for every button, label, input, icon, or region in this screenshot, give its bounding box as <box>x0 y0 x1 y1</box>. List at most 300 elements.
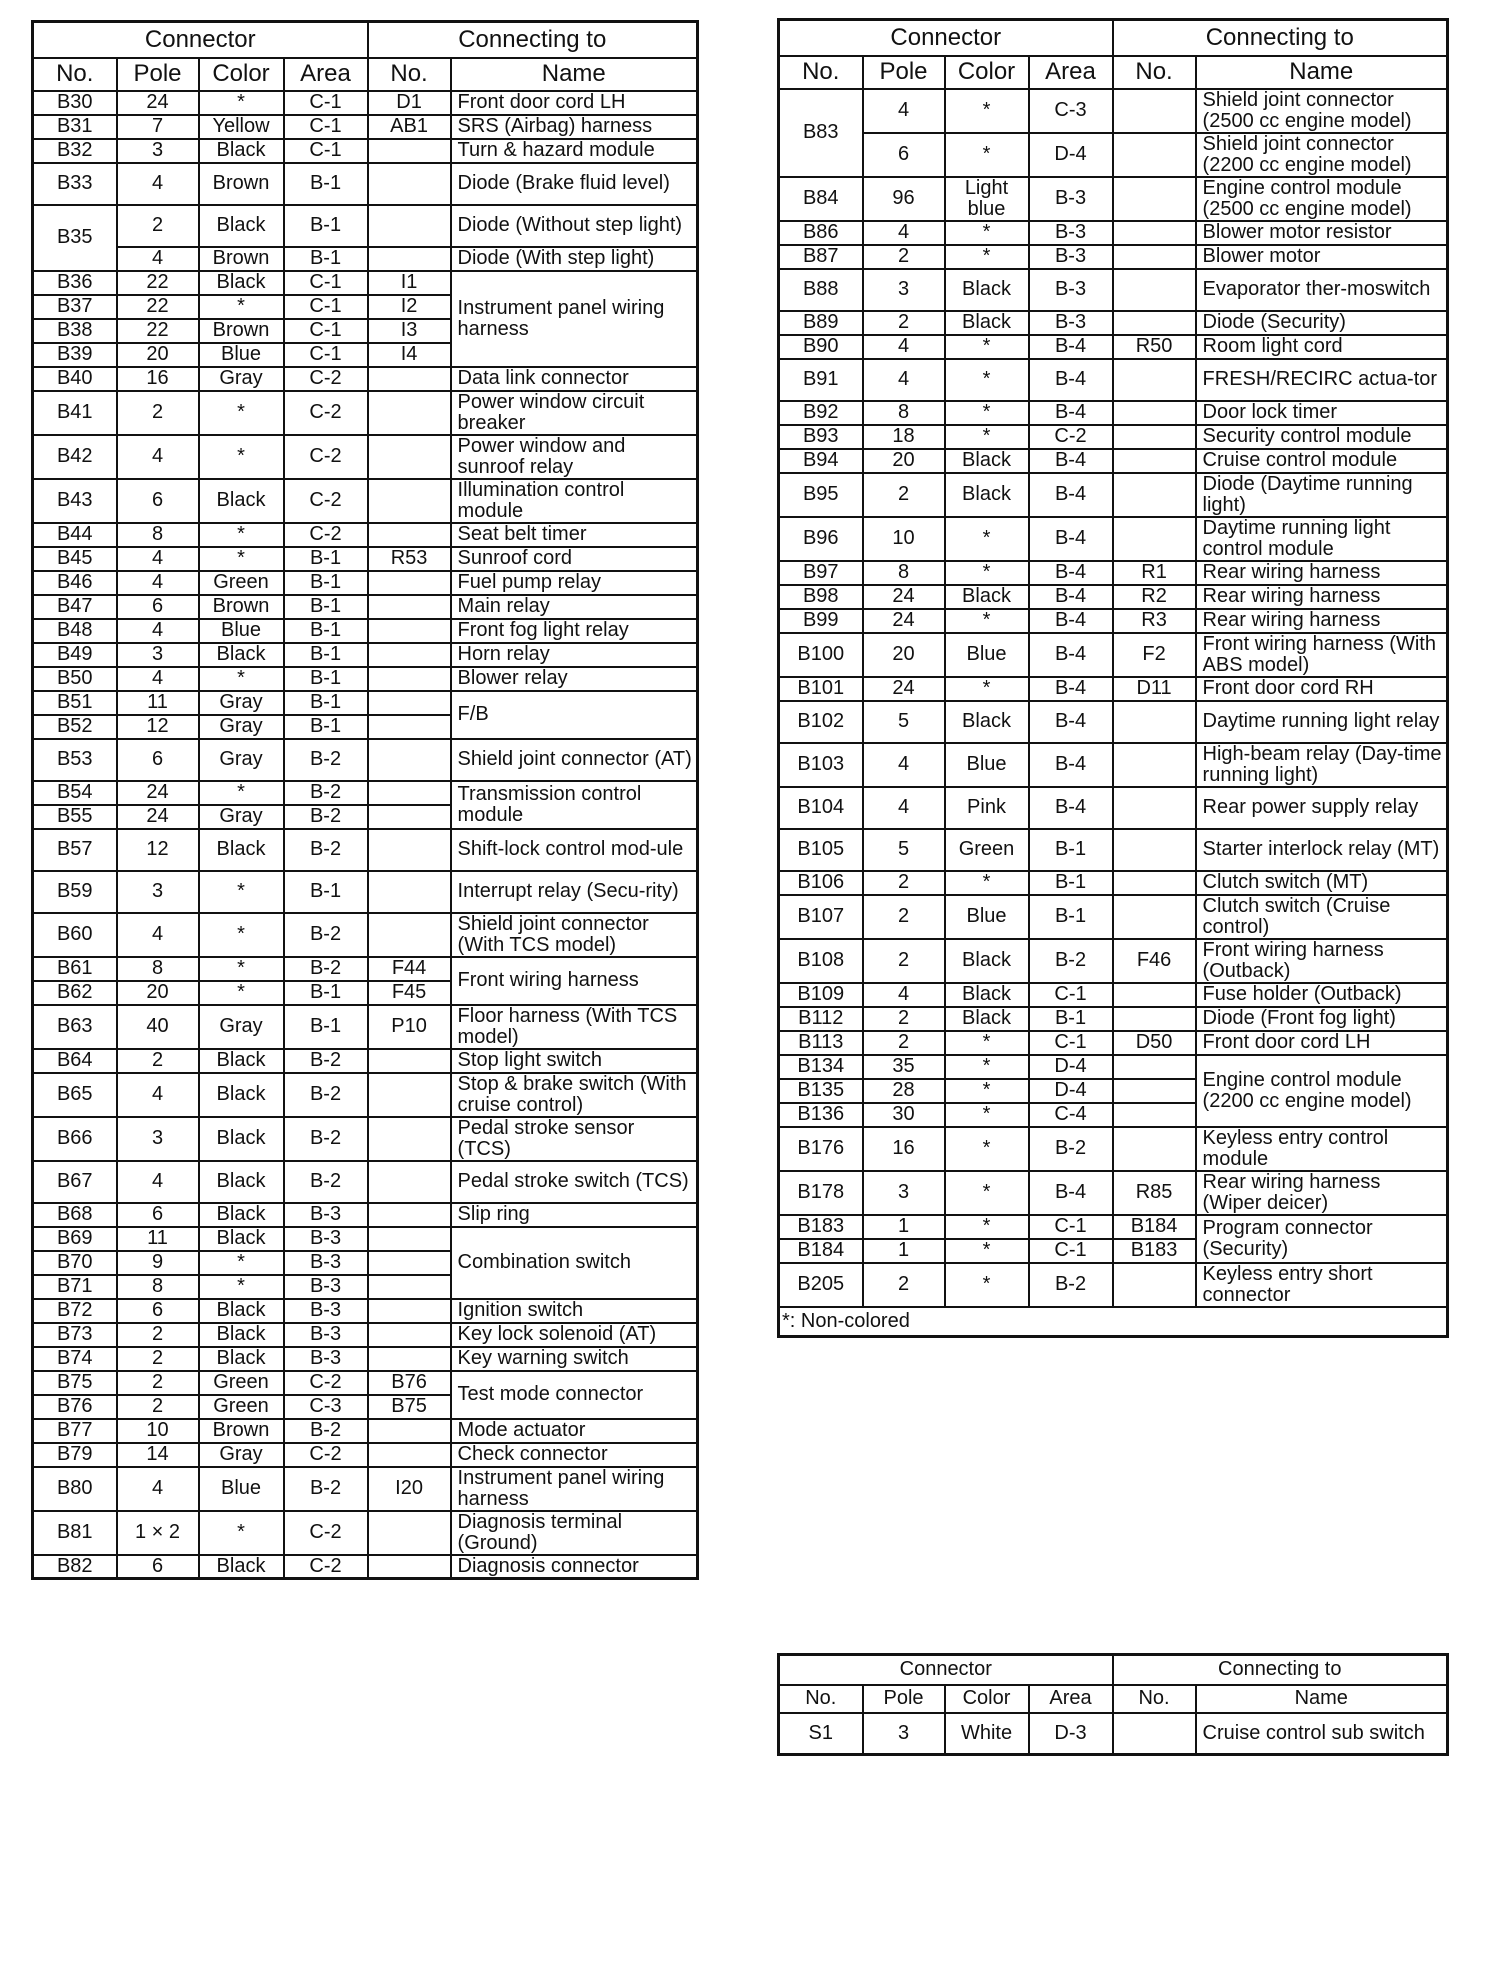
cell-area: B-2 <box>284 913 368 957</box>
cell-pole: 16 <box>117 367 199 391</box>
cell-no: B97 <box>779 561 863 585</box>
footnote: *: Non-colored <box>779 1307 1448 1337</box>
cell-name: Shield joint connector (AT) <box>451 739 698 781</box>
table-row <box>33 205 698 247</box>
cell-pole: 24 <box>117 805 199 829</box>
table-row <box>33 247 698 271</box>
connecting-to-group-header: Connecting to <box>1113 1655 1448 1685</box>
cell-color: Brown <box>199 163 284 205</box>
cell-pole: 2 <box>117 1395 199 1419</box>
cell-no: B80 <box>33 1467 117 1511</box>
cell-to: D11 <box>1113 677 1196 701</box>
cell-name: Front wiring harness (With ABS model) <box>1196 633 1448 677</box>
cell-no: B75 <box>33 1371 117 1395</box>
cell-color: * <box>199 547 284 571</box>
table-row <box>779 829 1448 871</box>
cell-to: I20 <box>368 1467 451 1511</box>
cell-name: Turn & hazard module <box>451 139 698 163</box>
cell-to <box>368 739 451 781</box>
table-row <box>33 667 698 691</box>
cell-color: * <box>945 609 1029 633</box>
table-row <box>33 691 698 715</box>
cell-pole: 5 <box>863 829 945 871</box>
cell-to <box>368 1203 451 1227</box>
cell-pole: 20 <box>863 449 945 473</box>
cell-area: C-2 <box>284 435 368 479</box>
cell-no: B91 <box>779 359 863 401</box>
cell-to: F46 <box>1113 939 1196 983</box>
cell-pole: 3 <box>117 139 199 163</box>
cell-name: Rear wiring harness <box>1196 585 1448 609</box>
area-header: Area <box>284 58 368 91</box>
cell-to <box>368 391 451 435</box>
table-row <box>33 523 698 547</box>
cell-name: Instrument panel wiring harness <box>451 1467 698 1511</box>
cell-to: D50 <box>1113 1031 1196 1055</box>
cell-to <box>368 1555 451 1579</box>
cell-name: Diode (Daytime running light) <box>1196 473 1448 517</box>
cell-area: B-4 <box>1029 633 1113 677</box>
table-row <box>33 1227 698 1251</box>
cell-to: R3 <box>1113 609 1196 633</box>
cell-name: Clutch switch (Cruise control) <box>1196 895 1448 939</box>
cell-no: B94 <box>779 449 863 473</box>
cell-color: Black <box>199 1049 284 1073</box>
cell-pole: 2 <box>863 895 945 939</box>
cell-no: B67 <box>33 1161 117 1203</box>
cell-pole: 6 <box>117 1203 199 1227</box>
table-row <box>779 1055 1448 1079</box>
cell-area: C-3 <box>1029 89 1113 133</box>
cell-color: * <box>945 133 1029 177</box>
cell-area: C-1 <box>1029 983 1113 1007</box>
cell-no: B136 <box>779 1103 863 1127</box>
cell-no: B33 <box>33 163 117 205</box>
cell-pole: 6 <box>117 1299 199 1323</box>
cell-color: * <box>199 295 284 319</box>
to-no-header: No. <box>1113 1685 1196 1713</box>
cell-name: Rear power supply relay <box>1196 787 1448 829</box>
cell-pole: 4 <box>117 619 199 643</box>
cell-no: B43 <box>33 479 117 523</box>
cell-color: Black <box>945 449 1029 473</box>
cell-to <box>368 1251 451 1275</box>
cell-to: I3 <box>368 319 451 343</box>
cell-area: B-1 <box>284 547 368 571</box>
cell-area: B-3 <box>1029 221 1113 245</box>
cell-no: B105 <box>779 829 863 871</box>
cell-name: F/B <box>451 691 698 739</box>
cell-to: AB1 <box>368 115 451 139</box>
cell-to <box>368 829 451 871</box>
cell-to <box>368 619 451 643</box>
cell-area: C-2 <box>284 523 368 547</box>
cell-to <box>1113 1103 1196 1127</box>
cell-color: Blue <box>199 1467 284 1511</box>
cell-no: B72 <box>33 1299 117 1323</box>
table-row <box>33 1467 698 1511</box>
cell-no: B92 <box>779 401 863 425</box>
cell-no: B74 <box>33 1347 117 1371</box>
cell-to <box>368 1227 451 1251</box>
cell-color: * <box>199 391 284 435</box>
cell-area: B-1 <box>284 247 368 271</box>
cell-no: B60 <box>33 913 117 957</box>
table-row <box>33 781 698 805</box>
cell-color: Gray <box>199 1443 284 1467</box>
cell-color: * <box>945 1215 1029 1239</box>
table-row <box>33 1073 698 1117</box>
cell-color: * <box>945 1031 1029 1055</box>
color-header: Color <box>199 58 284 91</box>
cell-pole: 9 <box>117 1251 199 1275</box>
cell-to <box>368 1275 451 1299</box>
cell-color: Gray <box>199 691 284 715</box>
cell-to <box>1113 89 1196 133</box>
cell-color: Black <box>199 1299 284 1323</box>
cell-name: Diode (With step light) <box>451 247 698 271</box>
cell-area: B-4 <box>1029 359 1113 401</box>
cell-pole: 8 <box>117 1275 199 1299</box>
cell-pole: 11 <box>117 1227 199 1251</box>
name-header: Name <box>1196 1685 1448 1713</box>
cell-color: * <box>945 245 1029 269</box>
table-row <box>33 1323 698 1347</box>
cell-pole: 20 <box>117 343 199 367</box>
cell-area: B-1 <box>284 619 368 643</box>
cell-color: Black <box>199 1203 284 1227</box>
cell-to: R2 <box>1113 585 1196 609</box>
table-row <box>33 619 698 643</box>
cell-name: Rear wiring harness (Wiper deicer) <box>1196 1171 1448 1215</box>
cell-to <box>1113 787 1196 829</box>
cell-area: B-2 <box>284 957 368 981</box>
cell-no: B79 <box>33 1443 117 1467</box>
cell-no: B50 <box>33 667 117 691</box>
cell-to <box>368 205 451 247</box>
cell-area: B-3 <box>284 1347 368 1371</box>
cell-color: * <box>945 1263 1029 1307</box>
cell-no: B100 <box>779 633 863 677</box>
cell-no: B46 <box>33 571 117 595</box>
cell-to <box>368 643 451 667</box>
cell-name: Stop & brake switch (With cruise control) <box>451 1073 698 1117</box>
cell-no: B69 <box>33 1227 117 1251</box>
table-row <box>779 359 1448 401</box>
cell-area: C-1 <box>284 139 368 163</box>
cell-to <box>1113 1713 1196 1755</box>
connector-group-header: Connector <box>779 1655 1113 1685</box>
cell-pole: 4 <box>863 359 945 401</box>
connector-group-header: Connector <box>33 22 368 58</box>
cell-pole: 16 <box>863 1127 945 1171</box>
table-row <box>33 957 698 981</box>
cell-to <box>1113 895 1196 939</box>
cell-pole: 10 <box>863 517 945 561</box>
cell-name: Front door cord LH <box>1196 1031 1448 1055</box>
cell-pole: 2 <box>863 939 945 983</box>
cell-pole: 40 <box>117 1005 199 1049</box>
cell-color: Black <box>945 1007 1029 1031</box>
cell-color: Black <box>945 585 1029 609</box>
table-row <box>33 1161 698 1203</box>
cell-color: Light blue <box>945 177 1029 221</box>
table-row <box>33 1419 698 1443</box>
cell-to <box>368 715 451 739</box>
cell-color: Black <box>945 269 1029 311</box>
cell-area: C-1 <box>284 91 368 115</box>
cell-area: B-3 <box>284 1323 368 1347</box>
cell-area: C-1 <box>284 271 368 295</box>
cell-to: R53 <box>368 547 451 571</box>
cell-no: B63 <box>33 1005 117 1049</box>
cell-color: * <box>199 1275 284 1299</box>
cell-area: C-1 <box>1029 1239 1113 1263</box>
cell-area: C-4 <box>1029 1103 1113 1127</box>
cell-color: * <box>199 1251 284 1275</box>
cell-to <box>1113 221 1196 245</box>
cell-color: Blue <box>945 633 1029 677</box>
cell-name: Shield joint connector (2200 cc engine model) <box>1196 133 1448 177</box>
cell-to <box>1113 1127 1196 1171</box>
cell-pole: 1 <box>863 1215 945 1239</box>
cell-to <box>1113 1079 1196 1103</box>
cell-to <box>1113 401 1196 425</box>
cell-to <box>1113 425 1196 449</box>
cell-no: B98 <box>779 585 863 609</box>
cell-pole: 2 <box>863 245 945 269</box>
cell-area: B-2 <box>284 1161 368 1203</box>
cell-color: * <box>945 89 1029 133</box>
cell-name: Diode (Brake fluid level) <box>451 163 698 205</box>
cell-no: B37 <box>33 295 117 319</box>
cell-pole: 3 <box>117 1117 199 1161</box>
cell-color: Black <box>945 983 1029 1007</box>
cell-color: Blue <box>945 895 1029 939</box>
cell-to <box>368 1511 451 1555</box>
cell-name: Blower relay <box>451 667 698 691</box>
cell-area: B-4 <box>1029 701 1113 743</box>
cell-color: * <box>945 335 1029 359</box>
small-table-body <box>779 1713 1448 1755</box>
cell-no: B39 <box>33 343 117 367</box>
cell-area: C-2 <box>284 1443 368 1467</box>
table-row <box>33 367 698 391</box>
cell-no: B135 <box>779 1079 863 1103</box>
cell-to: I1 <box>368 271 451 295</box>
no-header: No. <box>779 56 863 89</box>
cell-no: B48 <box>33 619 117 643</box>
table-row <box>33 1555 698 1579</box>
cell-name: Main relay <box>451 595 698 619</box>
cell-area: C-2 <box>284 1511 368 1555</box>
cell-color: * <box>945 1055 1029 1079</box>
cell-name: Clutch switch (MT) <box>1196 871 1448 895</box>
cell-area: B-2 <box>284 1049 368 1073</box>
table-row <box>779 1263 1448 1307</box>
cell-no: B93 <box>779 425 863 449</box>
cell-color: Green <box>199 1371 284 1395</box>
cell-area: B-1 <box>284 205 368 247</box>
cell-area: B-4 <box>1029 401 1113 425</box>
cell-name: Data link connector <box>451 367 698 391</box>
table-row <box>779 401 1448 425</box>
cell-pole: 2 <box>863 311 945 335</box>
cell-name: Front door cord LH <box>451 91 698 115</box>
cell-name: Door lock timer <box>1196 401 1448 425</box>
cell-area: C-2 <box>1029 425 1113 449</box>
cell-name: Diagnosis connector <box>451 1555 698 1579</box>
cell-to <box>368 595 451 619</box>
cell-name: Key warning switch <box>451 1347 698 1371</box>
table-row <box>33 1117 698 1161</box>
cell-name: Daytime running light relay <box>1196 701 1448 743</box>
table-row <box>779 177 1448 221</box>
cell-no: B70 <box>33 1251 117 1275</box>
cell-area: B-1 <box>284 571 368 595</box>
cell-area: B-1 <box>284 691 368 715</box>
cell-name: Pedal stroke switch (TCS) <box>451 1161 698 1203</box>
connector-table-left <box>31 20 699 1580</box>
cell-area: B-3 <box>284 1275 368 1299</box>
cell-name: Cruise control sub switch <box>1196 1713 1448 1755</box>
cell-pole: 22 <box>117 319 199 343</box>
table-row <box>33 1443 698 1467</box>
table-row <box>779 609 1448 633</box>
cell-no: B84 <box>779 177 863 221</box>
cell-pole: 2 <box>117 1049 199 1073</box>
cell-to <box>368 479 451 523</box>
cell-area: B-1 <box>1029 895 1113 939</box>
cell-to <box>1113 449 1196 473</box>
cell-color: Black <box>945 311 1029 335</box>
cell-name: Program connector (Security) <box>1196 1215 1448 1263</box>
cell-area: B-4 <box>1029 517 1113 561</box>
cell-color: Black <box>199 1347 284 1371</box>
table-row <box>779 787 1448 829</box>
cell-area: B-4 <box>1029 743 1113 787</box>
cell-color: * <box>945 401 1029 425</box>
table-row <box>33 139 698 163</box>
cell-area: B-1 <box>1029 871 1113 895</box>
cell-pole: 12 <box>117 715 199 739</box>
table-row <box>33 435 698 479</box>
cell-no: B57 <box>33 829 117 871</box>
cell-pole: 8 <box>117 957 199 981</box>
cell-name: Illumination control module <box>451 479 698 523</box>
cell-area: B-3 <box>284 1227 368 1251</box>
cell-to: R1 <box>1113 561 1196 585</box>
cell-name: Room light cord <box>1196 335 1448 359</box>
cell-color: * <box>199 1511 284 1555</box>
cell-pole: 3 <box>117 871 199 913</box>
table-row <box>779 1031 1448 1055</box>
cell-pole: 4 <box>863 983 945 1007</box>
cell-color: Gray <box>199 739 284 781</box>
cell-area: B-4 <box>1029 1171 1113 1215</box>
cell-area: B-4 <box>1029 787 1113 829</box>
cell-no: B96 <box>779 517 863 561</box>
cell-area: B-1 <box>1029 1007 1113 1031</box>
cell-pole: 24 <box>117 781 199 805</box>
cell-name: High-beam relay (Day-time running light) <box>1196 743 1448 787</box>
cell-to <box>368 781 451 805</box>
cell-pole: 12 <box>117 829 199 871</box>
cell-no: B76 <box>33 1395 117 1419</box>
cell-name: Security control module <box>1196 425 1448 449</box>
cell-pole: 2 <box>863 473 945 517</box>
cell-no: B40 <box>33 367 117 391</box>
cell-to: R85 <box>1113 1171 1196 1215</box>
cell-area: B-4 <box>1029 609 1113 633</box>
cell-color: * <box>199 435 284 479</box>
cell-no: B47 <box>33 595 117 619</box>
cell-no: B42 <box>33 435 117 479</box>
cell-pole: 4 <box>117 163 199 205</box>
cell-area: B-2 <box>284 805 368 829</box>
cell-pole: 2 <box>117 1371 199 1395</box>
cell-no: B55 <box>33 805 117 829</box>
cell-area: B-3 <box>284 1203 368 1227</box>
cell-pole: 24 <box>863 677 945 701</box>
color-header: Color <box>945 56 1029 89</box>
cell-area: D-4 <box>1029 133 1113 177</box>
cell-no: B53 <box>33 739 117 781</box>
cell-area: C-1 <box>284 319 368 343</box>
cell-name: Instrument panel wiring harness <box>451 271 698 367</box>
cell-no: B44 <box>33 523 117 547</box>
cell-to <box>368 367 451 391</box>
cell-area: B-2 <box>1029 939 1113 983</box>
cell-area: B-1 <box>284 871 368 913</box>
cell-color: Black <box>199 1555 284 1579</box>
cell-no: B77 <box>33 1419 117 1443</box>
table-row <box>779 701 1448 743</box>
table-row <box>779 871 1448 895</box>
cell-color: White <box>945 1713 1029 1755</box>
cell-name: Power window circuit breaker <box>451 391 698 435</box>
cell-name: Cruise control module <box>1196 449 1448 473</box>
cell-area: B-2 <box>284 739 368 781</box>
cell-to <box>368 571 451 595</box>
cell-to: F44 <box>368 957 451 981</box>
cell-no: B176 <box>779 1127 863 1171</box>
cell-name: Diode (Front fog light) <box>1196 1007 1448 1031</box>
cell-no: B35 <box>33 205 117 271</box>
table-row <box>779 449 1448 473</box>
cell-pole: 6 <box>117 1555 199 1579</box>
cell-pole: 2 <box>863 1263 945 1307</box>
cell-color: Black <box>199 205 284 247</box>
cell-color: Gray <box>199 805 284 829</box>
cell-pole: 30 <box>863 1103 945 1127</box>
cell-name: Front wiring harness <box>451 957 698 1005</box>
cell-color: Black <box>199 271 284 295</box>
cell-pole: 2 <box>117 1347 199 1371</box>
cell-name: Seat belt timer <box>451 523 698 547</box>
cell-name: Engine control module (2200 cc engine model) <box>1196 1055 1448 1127</box>
cell-name: Horn relay <box>451 643 698 667</box>
cell-area: C-1 <box>1029 1215 1113 1239</box>
cell-name: Engine control module (2500 cc engine model) <box>1196 177 1448 221</box>
cell-pole: 3 <box>863 269 945 311</box>
cell-color: * <box>199 957 284 981</box>
cell-color: * <box>199 871 284 913</box>
cell-area: B-3 <box>1029 269 1113 311</box>
cell-name: Rear wiring harness <box>1196 609 1448 633</box>
cell-pole: 2 <box>117 391 199 435</box>
cell-color: Blue <box>199 619 284 643</box>
